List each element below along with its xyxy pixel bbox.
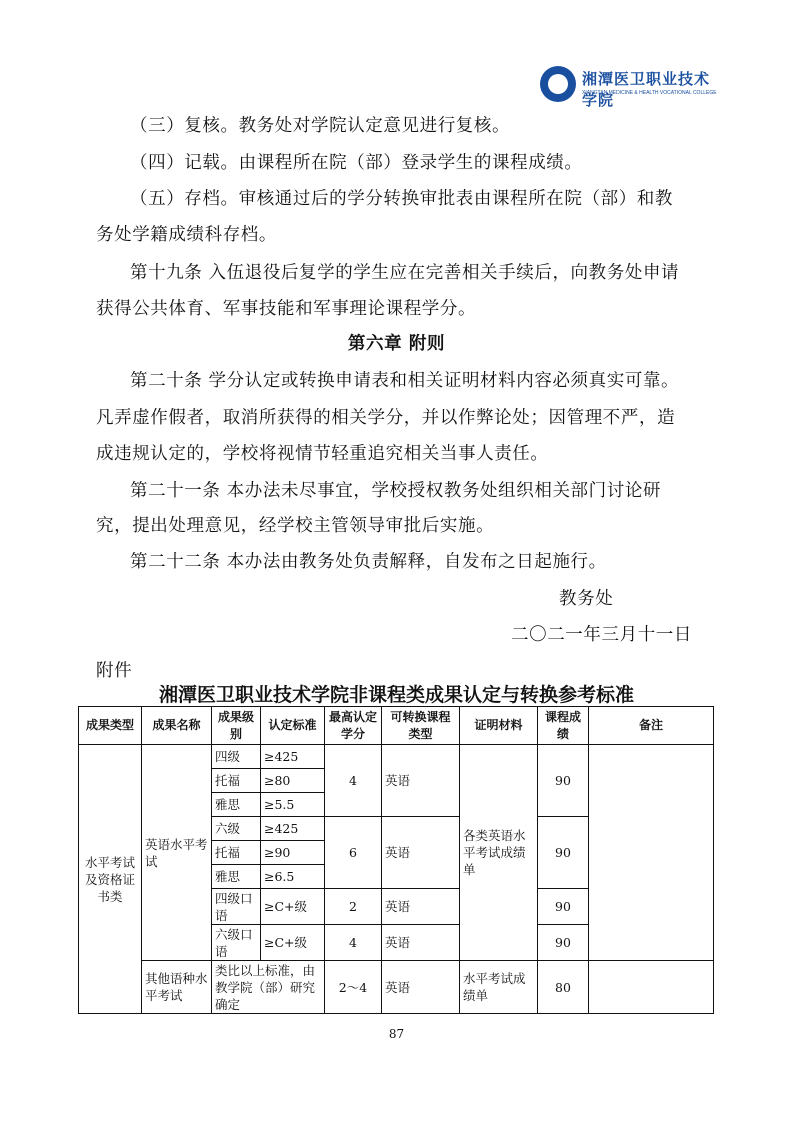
paragraph: 第十九条 入伍退役后复学的学生应在完善相关手续后，向教务处申请 — [130, 263, 680, 283]
header-cell: 成果类型 — [79, 707, 142, 745]
cell-standard: ≥C+级 — [261, 925, 325, 961]
paragraph: 第二十二条 本办法由教务处负责解释，自发布之日起施行。 — [130, 552, 607, 572]
attachment-label: 附件 — [96, 661, 133, 681]
cell-score: 80 — [538, 961, 589, 1014]
paragraph: 务处学籍成绩科存档。 — [96, 225, 277, 245]
paragraph: （五）存档。审核通过后的学分转换审批表由课程所在院（部）和教 — [130, 189, 673, 209]
cell-standard: ≥C+级 — [261, 889, 325, 925]
cell-remark — [589, 745, 714, 961]
signature-office: 教务处 — [559, 589, 614, 609]
header-cell: 成果级别 — [212, 707, 261, 745]
page-number: 87 — [388, 1027, 405, 1041]
cell-standard: ≥425 — [261, 745, 325, 769]
cell-proof: 各类英语水平考试成绩单 — [460, 745, 538, 961]
cell-level: 雅思 — [212, 793, 261, 817]
cell-credit: 2 — [325, 889, 382, 925]
cell-standard: ≥6.5 — [261, 865, 325, 889]
cell-remark — [589, 961, 714, 1014]
cell-name: 英语水平考试 — [142, 745, 212, 961]
cell-standard: ≥425 — [261, 817, 325, 841]
cell-standard: ≥90 — [261, 841, 325, 865]
cell-course: 英语 — [382, 889, 460, 925]
cell-standard: 类比以上标准，由教学院（部）研究确定 — [212, 961, 325, 1014]
standards-table — [78, 706, 714, 1014]
cell-score: 90 — [538, 817, 589, 889]
table-title: 湘潭医卫职业技术学院非课程类成果认定与转换参考标准 — [158, 684, 634, 706]
header-cell: 最高认定学分 — [325, 707, 382, 745]
paragraph: 第二十条 学分认定或转换申请表和相关证明材料内容必须真实可靠。 — [130, 371, 680, 391]
cell-course: 英语 — [382, 745, 460, 817]
signature-date: 二〇二一年三月十一日 — [511, 625, 692, 645]
cell-score: 90 — [538, 745, 589, 817]
cell-course: 英语 — [382, 817, 460, 889]
cell-level: 托福 — [212, 769, 261, 793]
cell-level: 六级口语 — [212, 925, 261, 961]
paragraph: 获得公共体育、军事技能和军事理论课程学分。 — [96, 299, 477, 319]
cell-standard: ≥5.5 — [261, 793, 325, 817]
cell-standard: ≥80 — [261, 769, 325, 793]
table-header-row — [79, 707, 714, 745]
cell-type: 水平考试及资格证书类 — [79, 745, 142, 1014]
paragraph: 第二十一条 本办法未尽事宜，学校授权教务处组织相关部门讨论研 — [130, 481, 662, 501]
header-cell: 证明材料 — [460, 707, 538, 745]
table-row — [79, 961, 714, 1014]
cell-name: 其他语种水平考试 — [142, 961, 212, 1014]
table-row — [79, 745, 714, 769]
header-cell: 课程成绩 — [538, 707, 589, 745]
paragraph: （四）记载。由课程所在院（部）登录学生的课程成绩。 — [130, 153, 583, 173]
cell-credit: 4 — [325, 925, 382, 961]
cell-proof: 水平考试成绩单 — [460, 961, 538, 1014]
cell-score: 90 — [538, 889, 589, 925]
logo-en: XIANGTAN MEDICINE & HEALTH VOCATIONAL COLLEGE — [582, 90, 717, 96]
cell-score: 90 — [538, 925, 589, 961]
chapter-heading: 第六章 附则 — [347, 334, 446, 354]
cell-level: 四级口语 — [212, 889, 261, 925]
cell-level: 六级 — [212, 817, 261, 841]
cell-credit: 4 — [325, 745, 382, 817]
paragraph: 究，提出处理意见，经学校主管领导审批后实施。 — [96, 516, 495, 536]
cell-course: 英语 — [382, 925, 460, 961]
cell-level: 托福 — [212, 841, 261, 865]
paragraph: 成违规认定的，学校将视情节轻重追究相关当事人责任。 — [96, 444, 549, 464]
cell-credit: 6 — [325, 817, 382, 889]
header-cell: 备注 — [589, 707, 714, 745]
logo-cn: 湘潭医卫职业技术学院 — [582, 70, 711, 109]
cell-credit: 2～4 — [325, 961, 382, 1014]
college-logo — [540, 66, 720, 109]
cell-course: 英语 — [382, 961, 460, 1014]
cell-level: 雅思 — [212, 865, 261, 889]
header-cell: 认定标准 — [261, 707, 325, 745]
cell-level: 四级 — [212, 745, 261, 769]
header-cell: 可转换课程类型 — [382, 707, 460, 745]
paragraph: （三）复核。教务处对学院认定意见进行复核。 — [130, 116, 511, 136]
paragraph: 凡弄虚作假者，取消所获得的相关学分，并以作弊论处；因管理不严，造 — [96, 408, 676, 428]
college-emblem-icon — [540, 66, 576, 102]
header-cell: 成果名称 — [142, 707, 212, 745]
